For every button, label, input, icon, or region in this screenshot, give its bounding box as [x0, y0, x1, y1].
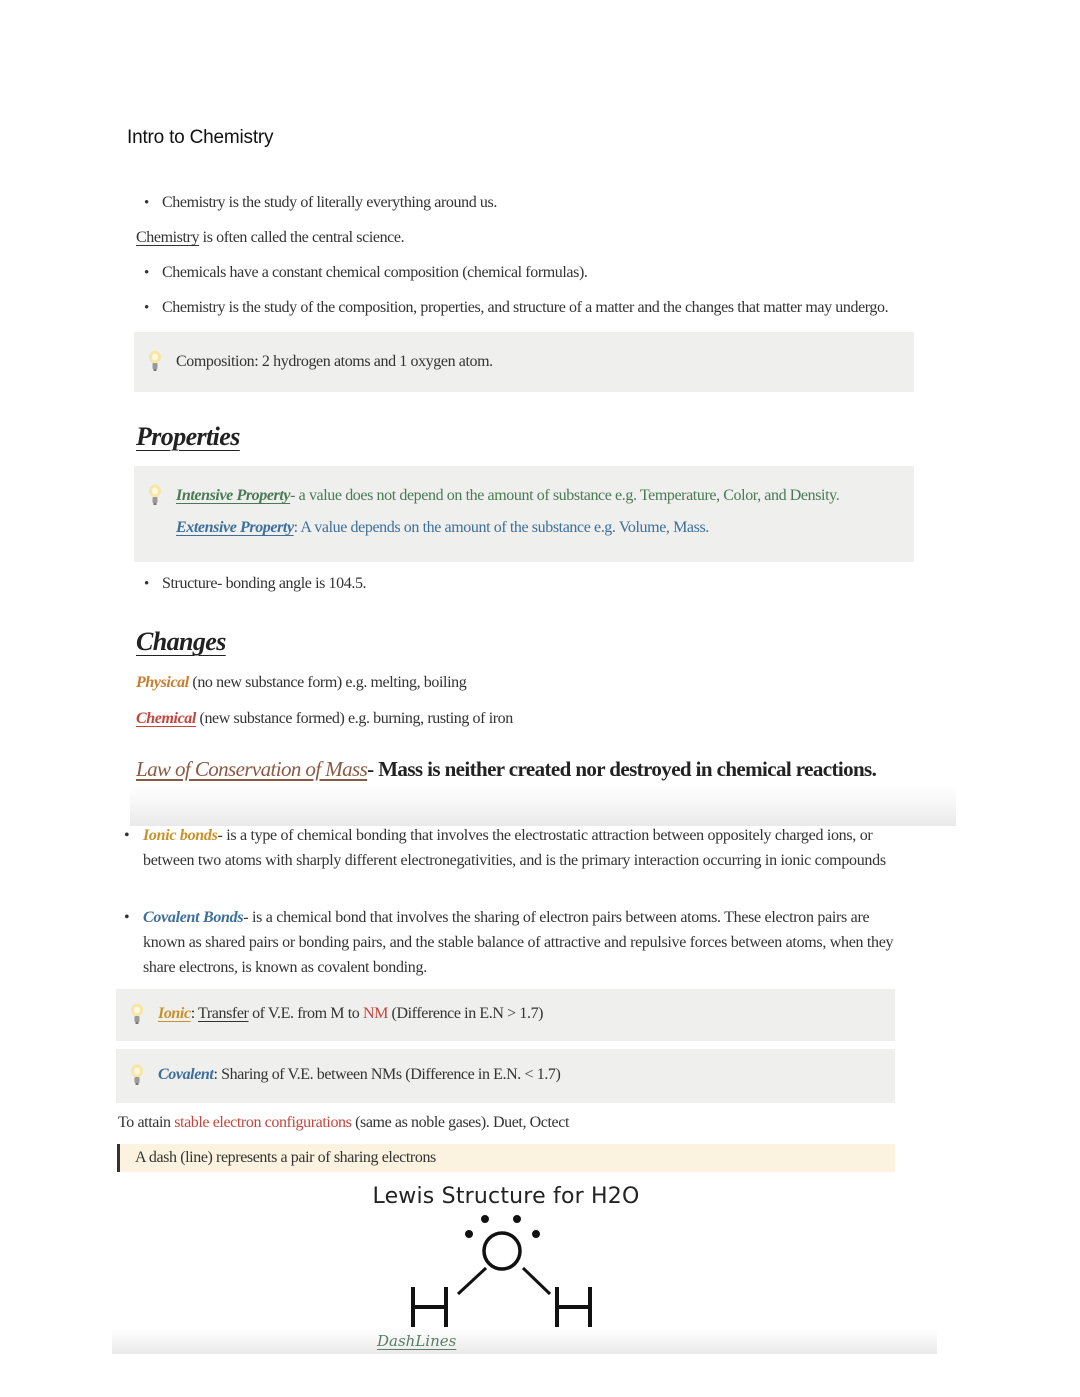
transfer-link[interactable]: Transfer	[198, 1005, 249, 1022]
quote-bar	[117, 1144, 120, 1172]
figure-caption-strip	[112, 1328, 937, 1354]
heading-changes: Changes	[136, 627, 226, 656]
ionic-callout-text	[158, 1003, 543, 1025]
covalent-callout-text	[158, 1064, 560, 1086]
bullet-marker: •	[124, 827, 130, 844]
lightbulb-icon	[148, 484, 162, 506]
intensive-property-term[interactable]: Intensive Property	[176, 487, 291, 504]
ionic-bonds-term: Ionic bonds	[143, 827, 218, 844]
intensive-property-text: - a value does not depend on the amount of substance e.g. Temperature, Color, and Density.	[290, 487, 840, 504]
list-item	[162, 297, 888, 319]
quote-block	[117, 1144, 895, 1172]
covalent-term: Covalent	[158, 1066, 214, 1083]
lightbulb-icon	[130, 1064, 144, 1086]
physical-text: (no new substance form) e.g. melting, boiling	[188, 674, 467, 691]
extensive-property-term[interactable]: Extensive Property	[176, 519, 294, 536]
ionic-mid-text: of V.E. from M to	[248, 1005, 363, 1022]
list-item	[162, 573, 366, 595]
intensive-property-line	[176, 485, 839, 507]
physical-change-line	[136, 672, 466, 694]
separator: :	[190, 1005, 199, 1022]
attain-pre: To attain	[118, 1114, 175, 1131]
list-item-ionic-bonds	[124, 823, 903, 873]
law-conservation-line	[136, 755, 876, 783]
covalent-callout-body: : Sharing of V.E. between NMs (Difference in E.N. < 1.7)	[213, 1066, 561, 1083]
bullet-text: Chemistry is the study of the composition, properties, and structure of a matter and the changes that matter may undergo.	[162, 299, 889, 316]
callout-ionic	[116, 989, 895, 1041]
water-molecule-diagram	[340, 1182, 680, 1342]
callout-text: Composition: 2 hydrogen atoms and 1 oxygen atom.	[176, 353, 493, 370]
heading-properties: Properties	[136, 422, 240, 451]
page-title: Intro to Chemistry	[127, 127, 274, 148]
lightbulb-icon	[130, 1003, 144, 1025]
paragraph-central-science	[136, 227, 404, 249]
ionic-term[interactable]: Ionic	[158, 1005, 191, 1022]
paragraph-text: is often called the central science.	[199, 229, 405, 246]
chemistry-link[interactable]: Chemistry	[136, 229, 200, 246]
law-text: - Mass is neither created nor destroyed in chemical reactions.	[367, 757, 877, 781]
quote-text: A dash (line) represents a pair of sharing electrons	[135, 1149, 436, 1166]
list-item-covalent-bonds	[124, 905, 903, 980]
chemical-change-line	[136, 708, 513, 730]
ionic-end-text: (Difference in E.N > 1.7)	[387, 1005, 544, 1022]
law-term[interactable]: Law of Conservation of Mass	[136, 757, 368, 781]
section-divider	[130, 786, 956, 826]
attain-post: (same as noble gases). Duet, Octect	[351, 1114, 569, 1131]
callout-properties	[134, 466, 914, 562]
covalent-bonds-term: Covalent Bonds	[143, 909, 244, 926]
lewis-structure-figure	[340, 1182, 680, 1342]
chemical-term[interactable]: Chemical	[136, 710, 196, 727]
extensive-property-line	[176, 517, 709, 539]
bullet-text: Structure- bonding angle is 104.5.	[162, 575, 367, 592]
stable-config-highlight: stable electron configurations	[174, 1114, 352, 1131]
lightbulb-icon	[148, 350, 162, 372]
physical-term: Physical	[136, 674, 189, 691]
figure-caption-dashlines[interactable]: DashLines	[377, 1332, 457, 1350]
bullet-text: Chemicals have a constant chemical composition (chemical formulas).	[162, 264, 588, 281]
nm-highlight: NM	[362, 1005, 388, 1022]
bullet-marker: •	[124, 909, 130, 926]
list-item	[162, 262, 588, 284]
covalent-bonds-text: - is a chemical bond that involves the sharing of electron pairs between atoms. These electron pairs are known as shared pairs or bonding pairs, and the stable balance of attractive and repulsive forces between atoms, when they share electrons, is known as covalent bonding.	[143, 909, 894, 976]
callout-covalent	[116, 1049, 895, 1103]
list-item	[162, 192, 497, 214]
bullet-text: Chemistry is the study of literally everything around us.	[162, 194, 497, 211]
stable-config-line	[118, 1112, 569, 1134]
ionic-bonds-text: - is a type of chemical bonding that involves the electrostatic attraction between oppositely charged ions, or between two atoms with sharply different electronegativities, and is the primary interaction occurring in ionic compounds	[143, 827, 886, 869]
chemical-text: (new substance formed) e.g. burning, rusting of iron	[195, 710, 513, 727]
callout-composition	[134, 332, 914, 392]
extensive-property-text: : A value depends on the amount of the substance e.g. Volume, Mass.	[293, 519, 709, 536]
figure-title: Lewis Structure for H2O	[372, 1184, 640, 1209]
